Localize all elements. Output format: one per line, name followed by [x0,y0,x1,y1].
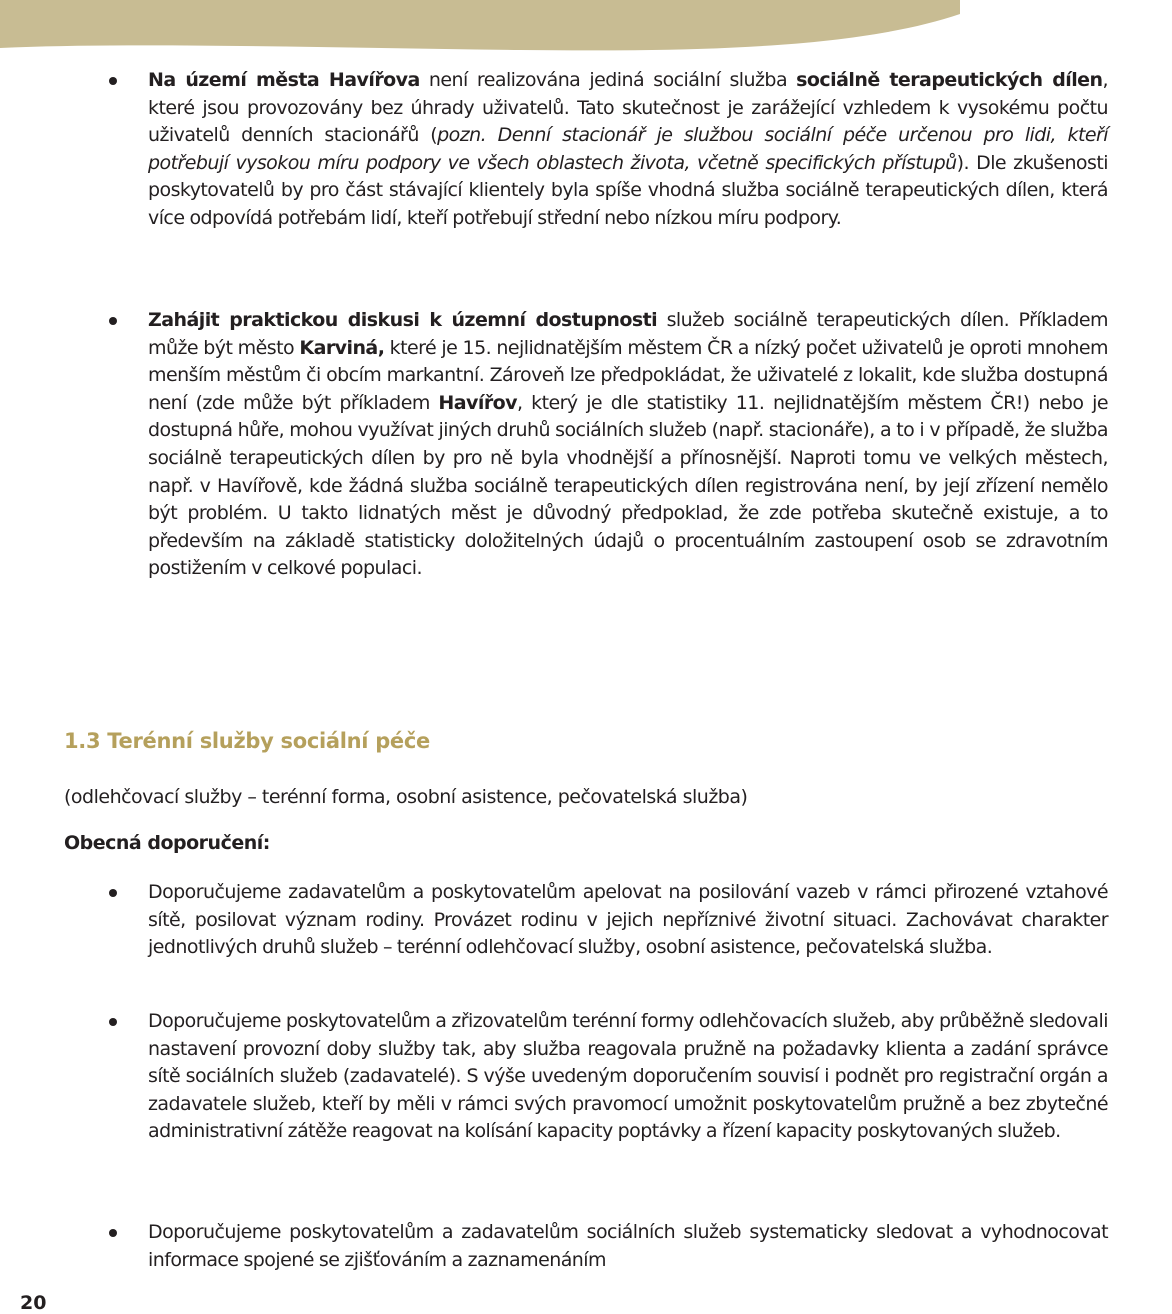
page-number: 20 [20,1292,47,1314]
body-text: Doporučujeme zadavatelům a poskytovatelům apelovat na posilování vazeb v rámci přirozené vztahové sítě, posilovat význam rodiny. Provázet rodinu v jejich nepříznivé životní situaci. Zachovávat charakter jednotlivých druhů služeb – terénní odlehčovací služby, osobní asistence, pečovatelská služba. [148,881,1108,959]
italic-note: pozn. Denní stacionář je službou sociální péče určenou pro lidi, kteří potřebují vysokou míru podpory ve všech oblastech života, včetně specifických přístupů [148,124,1108,174]
bold-text: Na území města Havířova [148,69,420,91]
general-recommendations-label: Obecná doporučení: [64,832,270,854]
list-item [0,879,1172,962]
bold-text: sociálně terapeutických dílen [796,69,1103,91]
bold-text: Havířov [438,391,518,414]
list-item [0,67,1172,233]
bold-text: Zahájit praktickou diskusi k územní dostupnosti [148,309,658,331]
body-text: Doporučujeme poskytovatelům a zřizovatelům terénní formy odlehčovacích služeb, aby průběžně sledovali nastavení provozní doby služby tak, aby služba reagovala pružně na požadavky klienta a zadání správce sítě sociálních služeb (zadavatelé). S výše uvedeným doporučením souvisí i podnět pro registrační orgán a zadavatele služeb, kteří by měli v rámci svých pravomocí umožnit poskytovatelům pružně a bez zbytečné administrativní zátěže reagovat na kolísání kapacity poptávky a řízení kapacity poskytovaných služeb. [148,1010,1108,1143]
list-item [0,1219,1172,1274]
bullet-icon [109,1229,117,1237]
list-item [0,307,1172,583]
bullet-icon [109,317,117,325]
body-text: ). Dle zkušenosti poskytovatelů by pro část stávající klientely byla spíše vhodná služba sociálně terapeutických dílen, která více odpovídá potřebám lidí, kteří potřebují střední nebo nízkou míru podpory. [148,151,1108,229]
decorative-top-band [0,0,960,60]
body-text: není realizována jediná sociální služba [419,69,797,91]
section-heading: 1.3 Terénní služby sociální péče [64,729,430,753]
body-text: služeb sociálně terapeutických dílen. Příkladem může být město [148,309,1108,359]
body-text: Doporučujeme poskytovatelům a zadavatelům sociálních služeb systematicky sledovat a vyhodnocovat informace spojené se zjišťováním a zaznamenáním [148,1221,1108,1271]
bullet-icon [109,77,117,85]
bullet-icon [109,1018,117,1026]
body-text: , který je dle statistiky 11. nejlidnatějším městem ČR!) nebo je dostupná hůře, mohou využívat jiných druhů sociálních služeb (např. stacionáře), a to i v případě, že služba sociálně terapeutických dílen by pro ně byla vhodnější a přínosnější. Naproti tomu ve velkých městech, např. v Havířově, kde žádná služba sociálně terapeutických dílen registrována není, by její zřízení nemělo být problém. U takto lidnatých měst je důvodný předpoklad, že zde potřeba skutečně existuje, a to především na základě statisticky doložitelných údajů o procentuálním zastoupení osob se zdravotním postižením v celkové populaci. [148,391,1108,580]
bold-text: Karviná, [299,336,385,359]
bullet-icon [109,889,117,897]
body-text: které je 15. nejlidnatějším městem ČR a nízký počet uživatelů je oproti mnohem menším městům či obcím markantní. Zároveň lze předpokládat, že uživatelé z lokalit, kde služba dostupná není (zde může být příkladem [148,336,1108,414]
section-subtitle: (odlehčovací služby – terénní forma, osobní asistence, pečovatelská služba) [64,786,748,808]
list-item [0,1008,1172,1146]
body-text: , které jsou provozovány bez úhrady uživatelů. Tato skutečnost je zarážející vzhledem k vysokému počtu uživatelů denních stacionářů ( [148,69,1108,147]
